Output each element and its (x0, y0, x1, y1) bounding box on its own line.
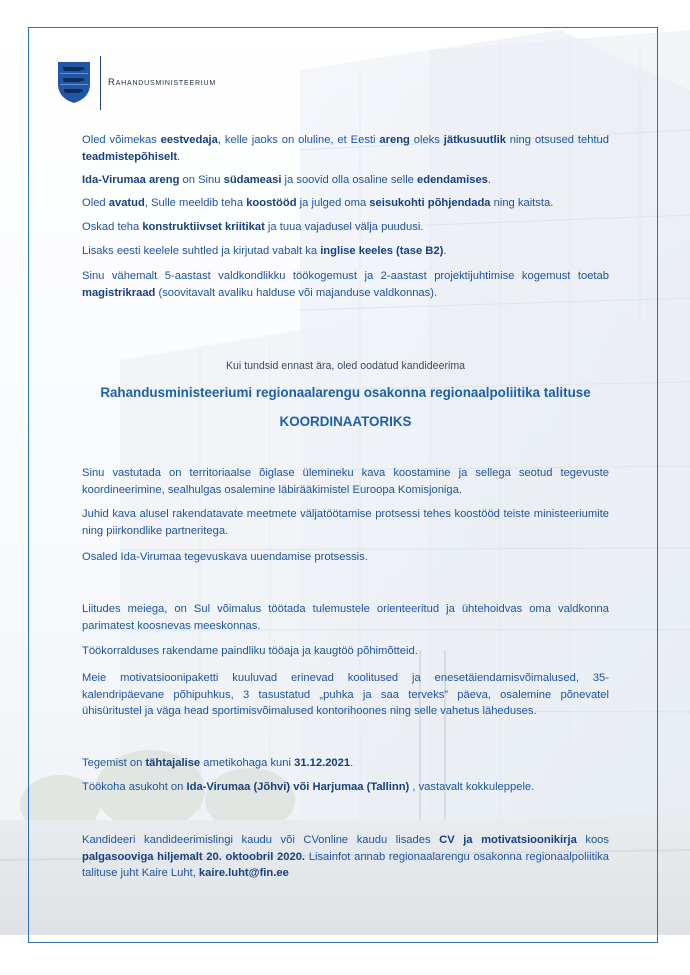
profile-paragraph-6: Sinu vähemalt 5-aastast valdkondlikku töökogemust ja 2-aastast projektijuhtimise kogemust toetab magistrikraad (soovitavalt avaliku halduse või majanduse valdkonnas). (82, 270, 609, 299)
logo-divider (100, 56, 101, 110)
ministry-name: Rahandusministeerium (108, 77, 217, 88)
position-title-line-1: Rahandusministeeriumi regionaalarengu osakonna regionaalpoliitika talituse (100, 385, 591, 400)
offer-paragraph-1: Liitudes meiega, on Sul võimalus töötada tulemustele orienteeritud ja ühtehoidvas oma valdkonna parimatest koosnevas meeskonnas. (82, 603, 609, 632)
profile-paragraph-4: Oskad teha konstruktiivset kriitikat ja tuua vajadusel välja puudusi. (82, 221, 424, 233)
profile-paragraph-1: Oled võimekas eestvedaja, kelle jaoks on oluline, et Eesti areng oleks jätkusuutlik ning otsused tehtud teadmistepõhiselt. (82, 134, 610, 163)
duties-paragraph-2: Juhid kava alusel rakendatavate meetmete väljatöötamise protsessi tehes koostööd teiste ministeeriumite ning piirkondlike partneritega. (82, 508, 609, 537)
terms-paragraph-2: Töökoha asukoht on Ida-Virumaa (Jõhvi) või Harjumaa (Tallinn) , vastavalt kokkuleppele. (82, 781, 535, 793)
profile-paragraph-3: Oled avatud, Sulle meeldib teha koostööd ja julged oma seisukohti põhjendada ning kaitsta. (82, 197, 554, 209)
position-intro: Kui tundsid ennast ära, oled oodatud kandideerima (225, 360, 466, 372)
profile-paragraph-5: Lisaks eesti keelele suhtled ja kirjutad vabalt ka inglise keeles (tase B2). (82, 245, 447, 257)
terms-paragraph-1: Tegemist on tähtajalise ametikohaga kuni 31.12.2021. (82, 757, 354, 769)
offer-paragraph-3: Meie motivatsioonipaketti kuuluvad erinevad koolitused ja enesetäiendamisvõimalused, 35-kalendripäevane põhipuhkus, 3 tasustatud „puhka ja saa terveks” päeva, osalemine põnevatel ühisüritustel ja väga head sportimisvõimalused kontorihoones ning selle vahetus läheduses. (82, 672, 609, 717)
duties-paragraph-3: Osaled Ida-Virumaa tegevuskava uuendamise protsessis. (82, 551, 368, 563)
offer-paragraph-2: Töökorralduses rakendame paindliku tööaja ja kaugtöö põhimõtteid. (82, 645, 418, 657)
apply-paragraph: Kandideeri kandideerimislingi kaudu või CVonline kaudu lisades CV ja motivatsioonikirja koos palgasooviga hiljemalt 20. oktoobril 2020. Lisainfot annab regionaalarengu osakonna regionaalpoliitika talituse juht Kaire Luht, kaire.luht@fin.ee (82, 834, 609, 879)
position-title-line-2: KOORDINAATORIKS (279, 414, 412, 429)
profile-paragraph-2: Ida-Virumaa areng on Sinu südameasi ja soovid olla osaline selle edendamises. (82, 174, 492, 186)
contact-email-link[interactable]: kaire.luht@fin.ee (198, 867, 289, 879)
duties-paragraph-1: Sinu vastutada on territoriaalse õiglase ülemineku kava koostamine ja sellega seotud tegevuste koordineerimine, sealhulgas osalemine läbirääkimistel Euroopa Komisjoniga. (82, 467, 609, 496)
coat-of-arms-icon (56, 60, 92, 104)
